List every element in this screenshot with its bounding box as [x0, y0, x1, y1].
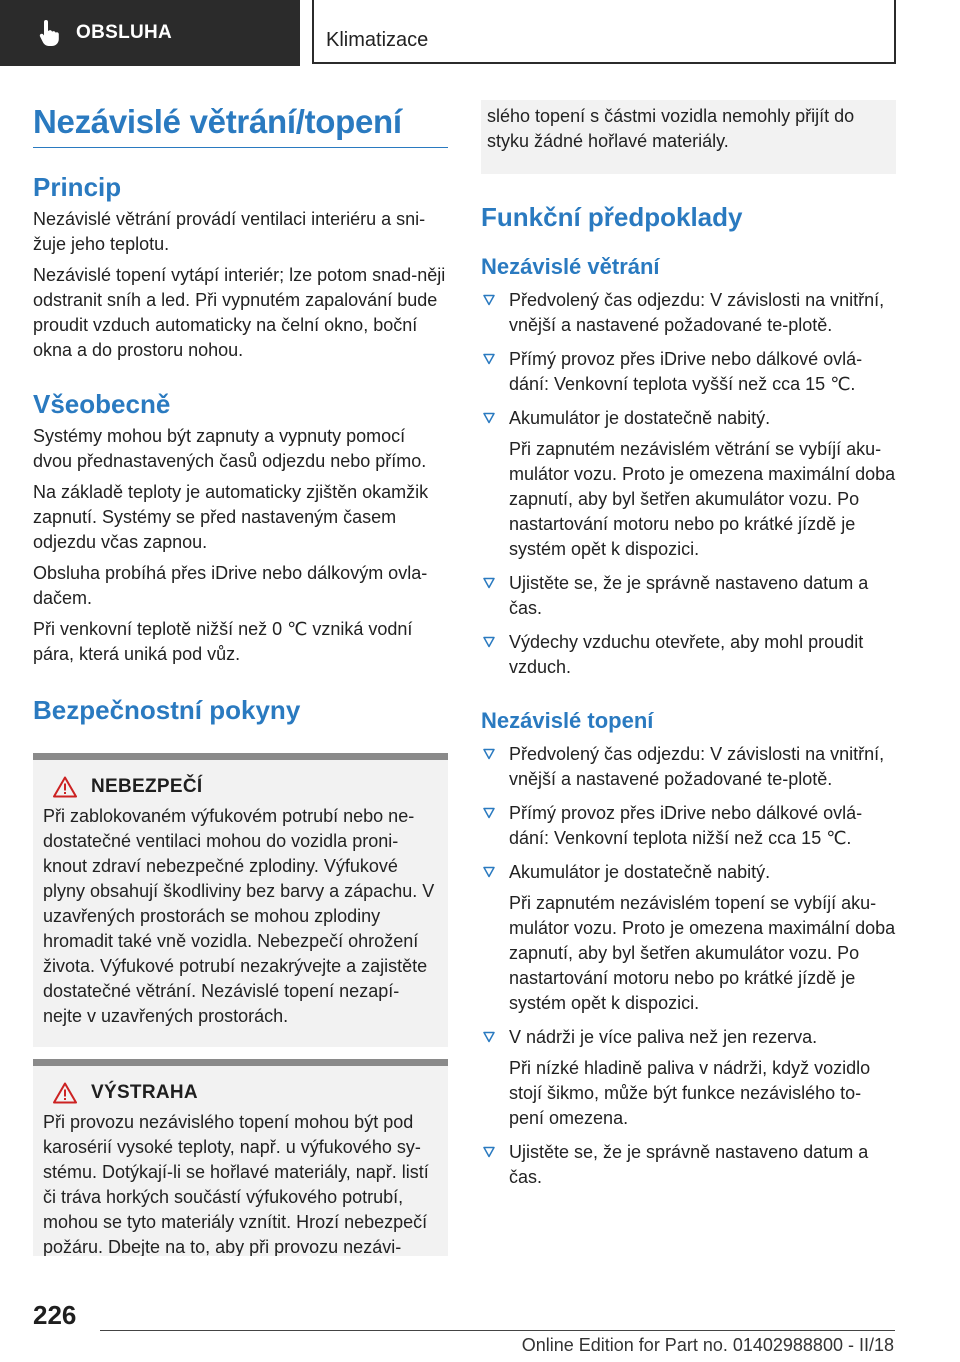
chapter-label: Klimatizace [326, 29, 429, 51]
list-item-text: Předvolený čas odjezdu: V závislosti na vnitřní, vnější a nastavené požadované te-plotě. [509, 744, 885, 789]
bullet-triangle-icon [483, 294, 495, 306]
bullet-triangle-icon [483, 866, 495, 878]
bullet-triangle-icon [483, 412, 495, 424]
list-item-text: Výdechy vzduchu otevřete, aby mohl proudit vzduch. [509, 632, 864, 677]
section-label: OBSLUHA [76, 22, 173, 43]
bullet-triangle-icon [483, 1146, 495, 1158]
list-item-text: Ujistěte se, že je správně nastaveno datum a čas. [509, 573, 869, 618]
list-item [481, 288, 896, 338]
footer-divider [100, 1330, 895, 1331]
list-item [481, 571, 896, 621]
list-item-text: Při nízké hladině paliva v nádrži, když vozidlo stojí šikmo, může být funkce nezávislého to-pení omezena. [509, 1058, 871, 1128]
section-tab [0, 0, 300, 66]
warning-triangle-icon [53, 776, 77, 798]
danger-text: Při zablokovaném výfukovém potrubí nebo ne-dostatečné ventilaci mohou do vozidla proni-knout zdraví nebezpečné zplodiny. Výfukové plyny obsahují škodliviny bez barvy a zápachu. V uzavřených prostorách se mohou zplodiny hromadit také vně vozidla. Nebezpečí ohrožení života. Výfukové potrubí nezakrývejte a zajistěte dostatečné větrání. Nezávislé topení nezapí-nejte v uzavřených prostorách. [43, 806, 435, 1026]
list-item-text: Akumulátor je dostatečně nabitý. [509, 408, 771, 428]
bullet-triangle-icon [483, 1031, 495, 1043]
bullet-triangle-icon [483, 353, 495, 365]
list-item-text: Při zapnutém nezávislém topení se vybíjí aku-mulátor vozu. Proto je omezena maximální doba zapnutí, aby byl šetřen akumulátor vozu. Po nastartování motoru nebo po krátké jízdě je systém opět k dispozici. [509, 893, 896, 1013]
heading-princip: Princip [33, 172, 122, 202]
bullet-triangle-icon [483, 748, 495, 760]
list-item-text: Předvolený čas odjezdu: V závislosti na vnitřní, vnější a nastavené požadované te-plotě. [509, 290, 885, 335]
heading-ventilation: Nezávislé větrání [481, 254, 660, 279]
paragraph: Nezávislé větrání provádí ventilaci interiéru a sni-žuje jeho teplotu. [33, 209, 426, 254]
danger-box [33, 753, 448, 1047]
list-item-text: Ujistěte se, že je správně nastaveno datum a čas. [509, 1142, 869, 1187]
page-number: 226 [33, 1300, 77, 1330]
bullet-triangle-icon [483, 636, 495, 648]
paragraph: Nezávislé topení vytápí interiér; lze potom snad-něji odstranit sníh a led. Při vypnutém zapalování bude proudit vzduch automaticky na čelní okno, boční okna a do prostoru nohou. [33, 265, 446, 360]
page-title: Nezávislé větrání/topení [33, 100, 448, 148]
warning-title-row [43, 1082, 438, 1104]
list-item [481, 860, 896, 1016]
list-item-text: V nádrži je více paliva než jen rezerva. [509, 1027, 818, 1047]
paragraph: Při venkovní teplotě nižší než 0 ℃ vzniká vodní pára, která uniká pod vůz. [33, 619, 413, 664]
ventilation-list [481, 288, 896, 680]
right-column [481, 100, 896, 1199]
danger-title-row [43, 776, 438, 798]
list-item-text: Při zapnutém nezávislém větrání se vybíjí aku-mulátor vozu. Proto je omezena maximální doba zapnutí, aby byl šetřen akumulátor vozu. Po nastartování motoru nebo po krátké jízdě je systém opět k dispozici. [509, 439, 896, 559]
warning-triangle-icon [53, 1082, 77, 1104]
edition-footer: Online Edition for Part no. 01402988800 - II/18 [521, 1335, 894, 1355]
list-item-text: Akumulátor je dostatečně nabitý. [509, 862, 771, 882]
list-item [481, 801, 896, 851]
danger-title: NEBEZPEČÍ [91, 776, 203, 797]
heading-vseobecne: Všeobecně [33, 389, 171, 419]
bullet-triangle-icon [483, 577, 495, 589]
chapter-tab [312, 0, 896, 64]
list-item [481, 630, 896, 680]
list-item [481, 1025, 896, 1131]
heating-list [481, 742, 896, 1190]
list-item [481, 1140, 896, 1190]
warning-box-continued [481, 100, 896, 174]
list-item [481, 406, 896, 562]
warning-text: Při provozu nezávislého topení mohou být pod karosérií vysoké teploty, např. u výfukového sy-stému. Dotýkají-li se hořlavé materiály, např. listí či tráva horkých součástí výfukového potrubí, mohou se tyto materiály vznítit. Hrozí nebezpečí požáru. Dbejte na to, aby při provozu nezávi- [43, 1112, 429, 1256]
warning-box [33, 1059, 448, 1256]
list-item-text: Přímý provoz přes iDrive nebo dálkové ovlá-dání: Venkovní teplota vyšší než cca 15 ℃. [509, 349, 863, 394]
warning-title: VÝSTRAHA [91, 1082, 198, 1103]
heading-requirements: Funkční předpoklady [481, 202, 743, 232]
bullet-triangle-icon [483, 807, 495, 819]
heading-heating: Nezávislé topení [481, 708, 654, 733]
list-item-text: Přímý provoz přes iDrive nebo dálkové ovlá-dání: Venkovní teplota nižší než cca 15 ℃. [509, 803, 863, 848]
list-item [481, 742, 896, 792]
paragraph: Obsluha probíhá přes iDrive nebo dálkovým ovla-dačem. [33, 563, 428, 608]
page-header [0, 0, 960, 66]
paragraph: Systémy mohou být zapnuty a vypnuty pomocí dvou přednastavených časů odjezdu nebo přímo. [33, 426, 427, 471]
warning-text-continued: slého topení s částmi vozidla nemohly přijít do styku žádné hořlavé materiály. [487, 106, 855, 151]
paragraph: Na základě teploty je automaticky zjištěn okamžik zapnutí. Systémy se před nastaveným časem odjezdu včas zapnou. [33, 482, 429, 552]
left-column [33, 100, 448, 1256]
heading-safety: Bezpečnostní pokyny [33, 695, 301, 725]
hand-pointer-icon [38, 20, 60, 46]
list-item [481, 347, 896, 397]
